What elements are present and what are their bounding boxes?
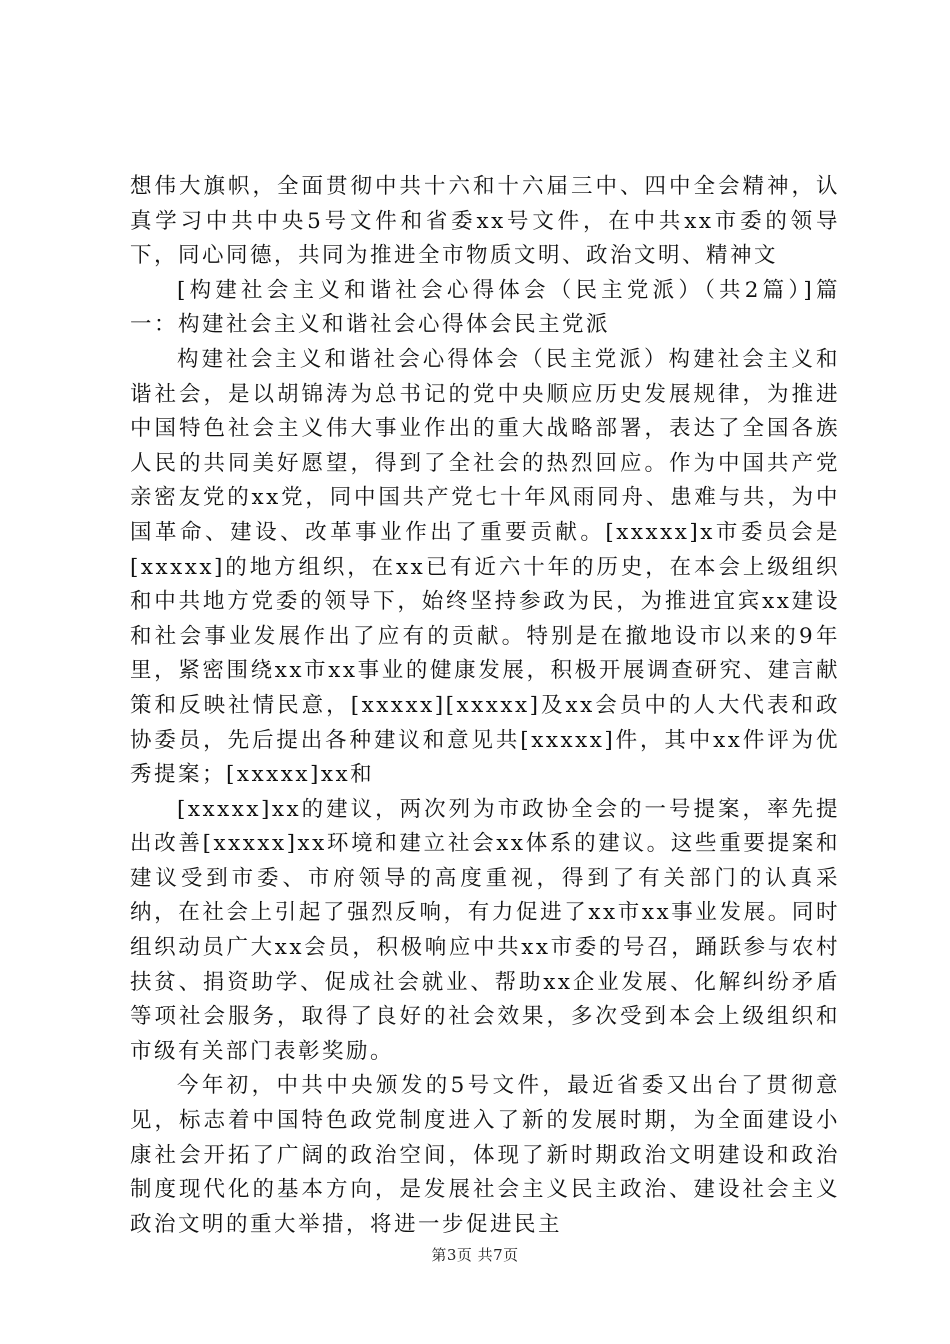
document-body — [130, 170, 840, 1242]
paragraph-body-1: 构建社会主义和谐社会心得体会（民主党派）构建社会主义和谐社会，是以胡锦涛为总书记的党中央顺应历史发展规律，为推进中国特色社会主义伟大事业作出的重大战略部署，表达了全国各族人民的共同美好愿望，得到了全社会的热烈回应。作为中国共产党亲密友党的xx党，同中国共产党七十年风雨同舟、患难与共，为中国革命、建设、改革事业作出了重要贡献。[xxxxx]x市委员会是[xxxxx]的地方组织，在xx已有近六十年的历史，在本会上级组织和中共地方党委的领导下，始终坚持参政为民，为推进宜宾xx建设和社会事业发展作出了应有的贡献。特别是在撤地设市以来的9年里，紧密围绕xx市xx事业的健康发展，积极开展调查研究、建言献策和反映社情民意，[xxxxx][xxxxx]及xx会员中的人大代表和政协委员，先后提出各种建议和意见共[xxxxx]件，其中xx件评为优秀提案；[xxxxx]xx和 — [130, 346, 840, 788]
paragraph-continuation: 想伟大旗帜，全面贯彻中共十六和十六届三中、四中全会精神，认真学习中共中央5号文件和省委xx号文件，在中共xx市委的领导下，同心同德，共同为推进全市物质文明、政治文明、精神文 — [130, 174, 840, 269]
paragraph-section-title: [构建社会主义和谐社会心得体会（民主党派）（共2篇）]篇一：构建社会主义和谐社会心得体会民主党派 — [130, 277, 840, 338]
page-number-footer: 第3页 共7页 — [431, 1246, 519, 1264]
paragraph-body-2: [xxxxx]xx的建议，两次列为市政协全会的一号提案，率先提出改善[xxxxx]xx环境和建立社会xx体系的建议。这些重要提案和建议受到市委、市府领导的高度重视，得到了有关部门的认真采纳，在社会上引起了强烈反响，有力促进了xx市xx事业发展。同时组织动员广大xx会员，积极响应中共xx市委的号召，踊跃参与农村扶贫、捐资助学、促成社会就业、帮助xx企业发展、化解纠纷矛盾等项社会服务，取得了良好的社会效果，多次受到本会上级组织和市级有关部门表彰奖励。 — [130, 796, 840, 1064]
paragraph-body-3: 今年初，中共中央颁发的5号文件，最近省委又出台了贯彻意见，标志着中国特色政党制度进入了新的发展时期，为全面建设小康社会开拓了广阔的政治空间，体现了新时期政治文明建设和政治制度现代化的基本方向，是发展社会主义民主政治、建设社会主义政治文明的重大举措，将进一步促进民主 — [130, 1073, 840, 1237]
